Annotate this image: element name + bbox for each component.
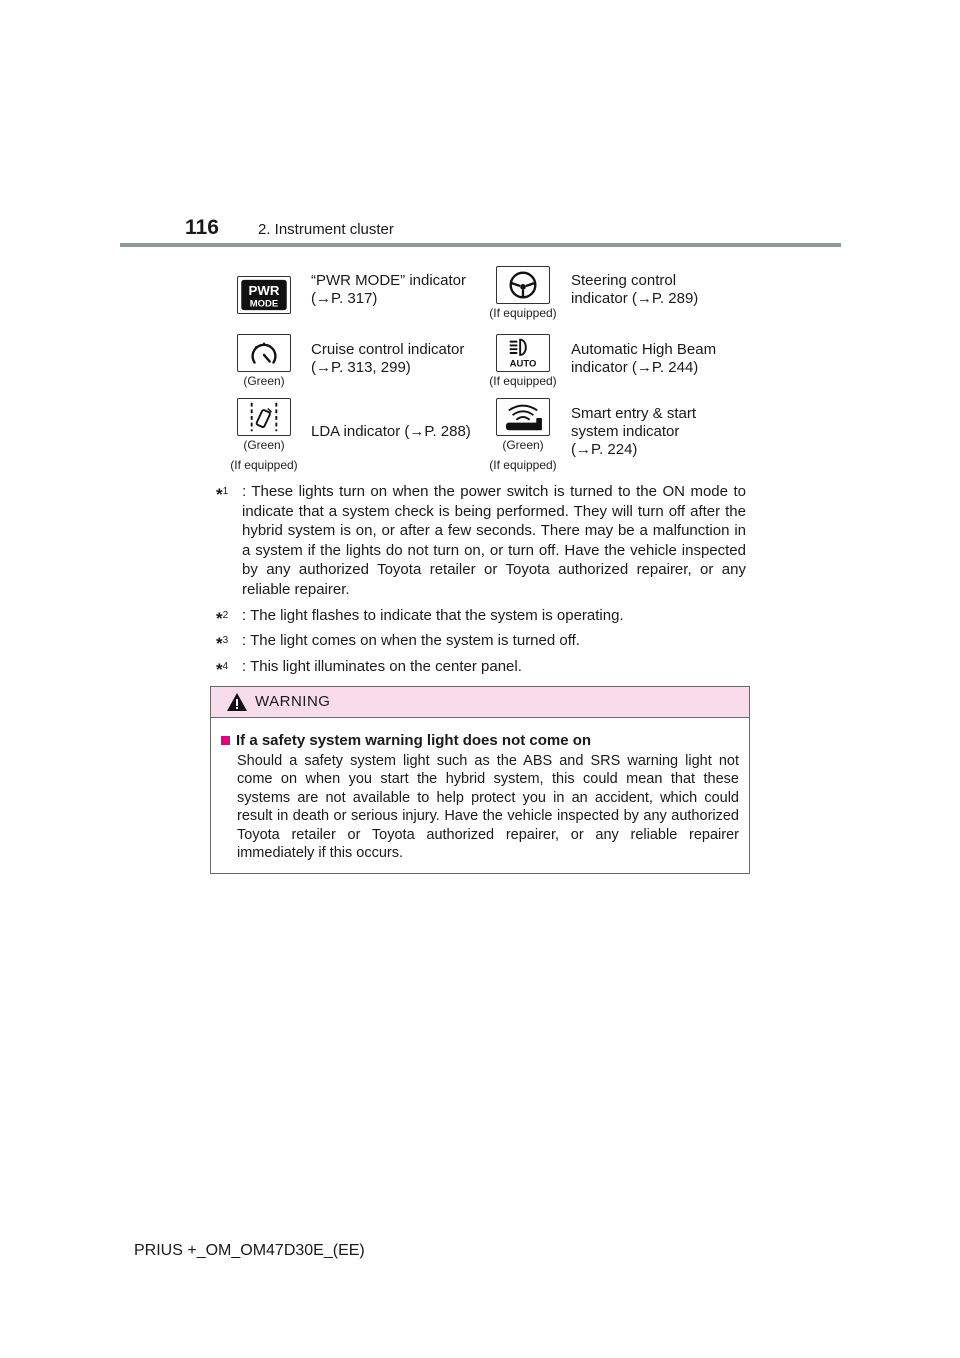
cruise-control-label-line: Cruise control indicator [311, 341, 465, 358]
cruise-control-label [311, 341, 464, 377]
pwr-mode-label-line: “PWR MODE” indicator [311, 272, 467, 289]
footnotes [216, 482, 746, 682]
footnote-number: 3 [222, 635, 229, 647]
smart-entry-label-line: Smart entry & start [571, 405, 697, 422]
pwr-mode-label [311, 272, 466, 308]
lda-label [311, 423, 471, 441]
footnote-number: 2 [222, 609, 229, 621]
section-title: 2. Instrument cluster [258, 221, 394, 238]
steering-control-label [571, 272, 698, 308]
page-number: 116 [185, 216, 219, 239]
auto-high-beam-label-line: indicator (→P. 244) [571, 359, 699, 376]
steering-wheel-icon [496, 266, 550, 304]
auto-high-beam-label [571, 341, 716, 377]
warning-title: WARNING [255, 693, 331, 710]
cruise-color-note: (Green) [243, 374, 285, 388]
lda-color-note: (Green) [243, 438, 285, 452]
auto-high-beam-label-line: Automatic High Beam [571, 341, 717, 358]
lane-departure-icon [237, 398, 291, 436]
smart-key-icon [496, 398, 550, 436]
footnote-text: : These lights turn on when the power switch is turned to the ON mode to indicate that a system check is being performed. They will turn off after the hybrid system is on, or after a few seconds. There may be a malfunction in a system if the lights do not turn on, or turn off. Have the vehicle inspected by any authorized Toyota retailer or Toyota authorized repairer, or any reliable repairer. [242, 483, 746, 598]
steering-control-label-line: indicator (→P. 289) [571, 290, 699, 307]
square-bullet-icon [221, 736, 230, 745]
auto-high-beam-icon-text: AUTO [509, 358, 537, 370]
footnote-text: : This light illuminates on the center panel. [242, 657, 522, 675]
footnote-text: : The light comes on when the system is turned off. [242, 632, 580, 650]
speedometer-icon [237, 334, 291, 372]
lda-label-line: LDA indicator (→P. 288) [311, 423, 471, 440]
footnote-star: * [216, 634, 223, 654]
auto-high-beam-equipped-note: (If equipped) [489, 374, 557, 388]
warning-triangle-icon [226, 692, 248, 712]
smart-entry-equipped-note: (If equipped) [489, 458, 557, 472]
footnote-4 [216, 657, 746, 677]
footnote-text: : The light flashes to indicate that the system is operating. [242, 606, 624, 624]
smart-entry-label [571, 405, 696, 459]
warning-body [211, 718, 749, 862]
steering-equipped-note: (If equipped) [489, 306, 557, 320]
auto-high-beam-icon [496, 334, 550, 372]
pwr-mode-label-line: (→P. 317) [311, 290, 378, 307]
warning-heading-text: If a safety system warning light does not come on [236, 732, 592, 749]
pwr-mode-icon-text-bottom: MODE [249, 298, 279, 310]
footer-code: PRIUS +_OM_OM47D30E_(EE) [134, 1242, 365, 1259]
footnote-2 [216, 606, 746, 626]
footnote-star: * [216, 485, 223, 504]
pwr-mode-icon [237, 276, 291, 314]
smart-entry-label-line: system indicator [571, 423, 680, 440]
header-rule [120, 243, 841, 247]
footnote-star: * [216, 608, 223, 628]
lda-equipped-note: (If equipped) [230, 458, 298, 472]
warning-box [210, 686, 750, 874]
footnote-1 [216, 482, 746, 600]
warning-header [211, 687, 749, 718]
warning-text: Should a safety system light such as the ABS and SRS warning light not come on when you start the hybrid system, this could mean that these systems are not available to help protect you in an accident, which could result in death or serious injury. Have the vehicle inspected by any authorized Toyota retailer or Toyota authorized repairer, or any reliable repairer immediately if this occurs. [237, 753, 739, 862]
footnote-3 [216, 631, 746, 654]
steering-control-label-line: Steering control [571, 272, 677, 289]
cruise-control-label-line: (→P. 313, 299) [311, 359, 411, 376]
warning-heading [221, 731, 739, 750]
footnote-number: 4 [222, 660, 229, 672]
footnote-star: * [216, 659, 223, 679]
footnote-number: 1 [222, 486, 229, 497]
smart-entry-label-line: (→P. 224) [571, 441, 638, 458]
pwr-mode-icon-text-top: PWR [248, 283, 280, 298]
smart-entry-color-note: (Green) [502, 438, 544, 452]
